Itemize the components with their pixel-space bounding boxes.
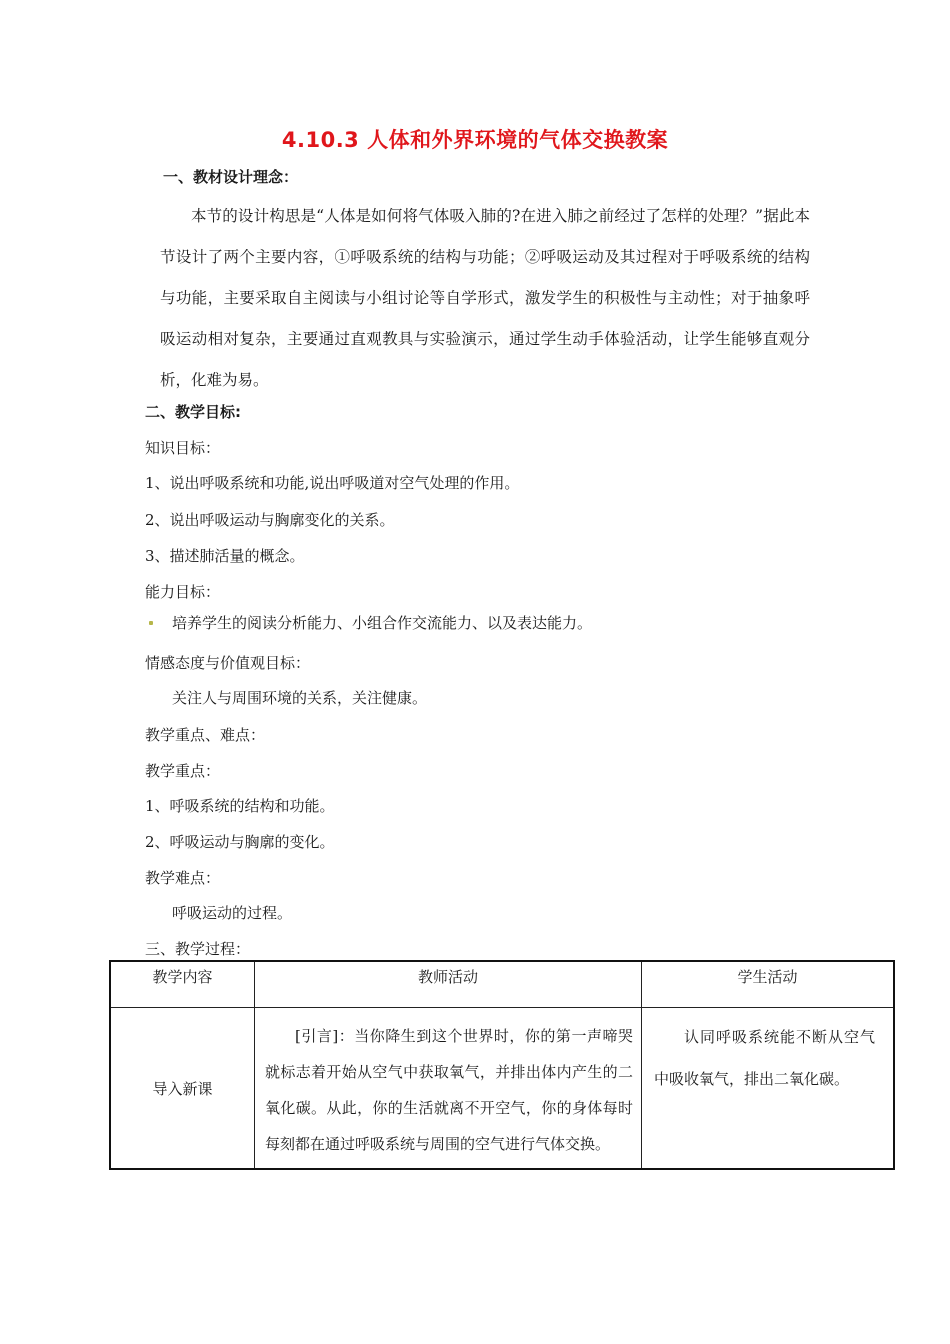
section1-heading: 一、教材设计理念： — [163, 168, 299, 186]
emotion-goals-label: 情感态度与价值观目标： — [145, 654, 311, 672]
focus-item: 2、呼吸运动与胸廓的变化。 — [145, 833, 335, 851]
table-cell-teacher: [引言]：当你降生到这个世界时，你的第一声啼哭就标志着开始从空气中获取氧气，并排出体内产生的二氧化碳。从此，你的生活就离不开空气，你的身体每时每刻都在通过呼吸系统与周围的空气进行气体交换。 — [255, 1008, 642, 1170]
focus-label: 教学重点： — [145, 762, 221, 780]
table-cell-student: 认同呼吸系统能不断从空气中吸收氧气，排出二氧化碳。 — [642, 1008, 895, 1170]
knowledge-goals-label: 知识目标： — [145, 439, 221, 457]
table-cell-content: 导入新课 — [110, 1008, 255, 1170]
ability-goals-label: 能力目标： — [145, 583, 221, 601]
table-header-cell: 教学内容 — [110, 961, 255, 1008]
section1-paragraph: 本节的设计构思是“人体是如何将气体吸入肺的?在进入肺之前经过了怎样的处理？”据此本节设计了两个主要内容，①呼吸系统的结构与功能；②呼吸运动及其过程对于呼吸系统的结构与功能，主要采取自主阅读与小组讨论等自学形式，激发学生的积极性与主动性；对于抽象呼吸运动相对复杂，主要通过直观教具与实验演示，通过学生动手体验活动，让学生能够直观分析，化难为易。 — [160, 207, 810, 389]
difficulty-item: 呼吸运动的过程。 — [172, 904, 293, 922]
section2-heading: 二、教学目标: — [145, 403, 241, 421]
table-header-cell: 教师活动 — [255, 961, 642, 1008]
knowledge-item: 1、说出呼吸系统和功能,说出呼吸道对空气处理的作用。 — [145, 474, 520, 492]
keypoints-label: 教学重点、难点： — [145, 726, 266, 744]
bullet-dot-icon — [149, 621, 153, 625]
table-row — [110, 1008, 894, 1170]
knowledge-item: 3、描述肺活量的概念。 — [145, 547, 305, 565]
focus-item: 1、呼吸系统的结构和功能。 — [145, 797, 335, 815]
teaching-process-table — [109, 960, 895, 1170]
difficulty-label: 教学难点： — [145, 869, 221, 887]
ability-item: 培养学生的阅读分析能力、小组合作交流能力、以及表达能力。 — [172, 614, 593, 632]
document-title: 4.10.3 人体和外界环境的气体交换教案 — [281, 128, 669, 152]
emotion-item: 关注人与周围环境的关系，关注健康。 — [172, 689, 428, 707]
table-header-cell: 学生活动 — [642, 961, 895, 1008]
knowledge-item: 2、说出呼吸运动与胸廓变化的关系。 — [145, 511, 395, 529]
table-header-row — [110, 961, 894, 1008]
section3-heading: 三、教学过程： — [145, 940, 251, 958]
